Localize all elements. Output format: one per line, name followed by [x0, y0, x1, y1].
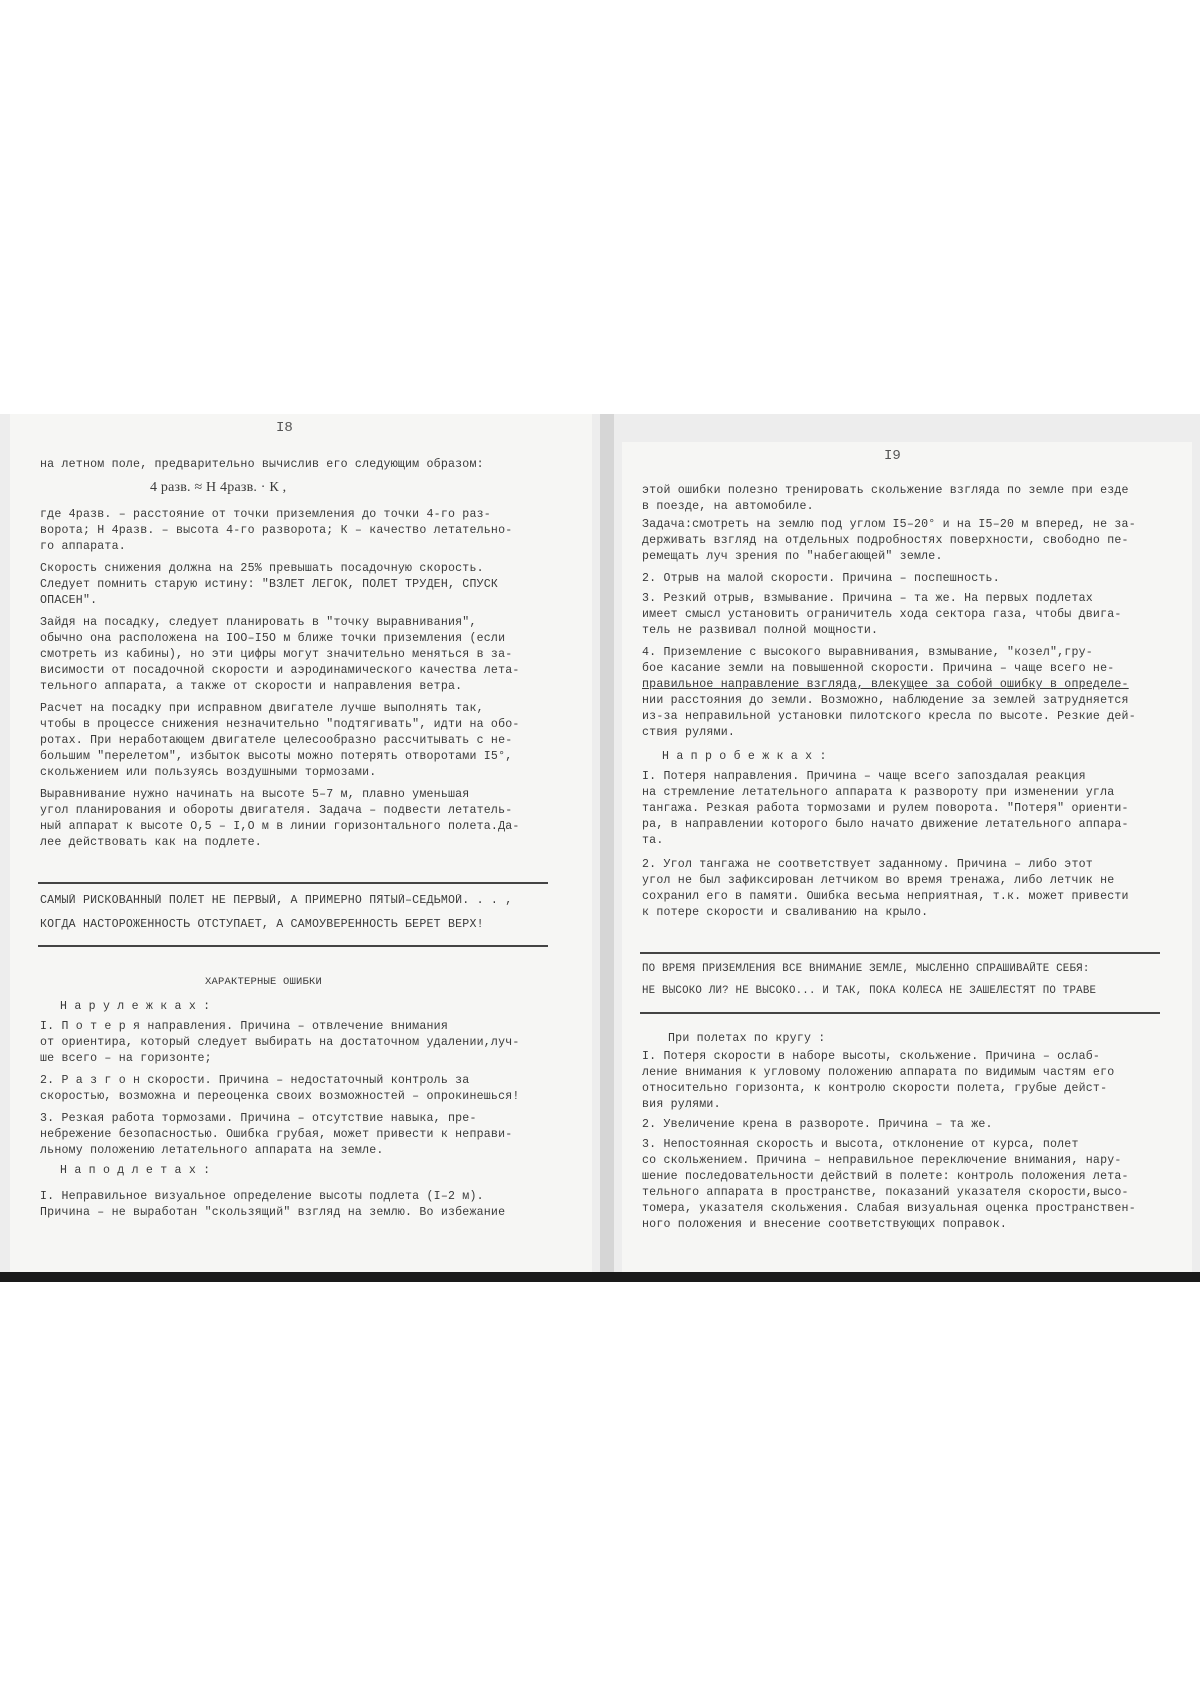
scan-bottom-shadow — [0, 1272, 1200, 1282]
right-line: правильное направление взгляда, влекущее за собой ошибку в определе- — [642, 678, 1129, 691]
right-line: 3. Непостоянная скорость и высота, отклонение от курса, полет — [642, 1138, 1079, 1151]
left-line: где 4разв. – расстояние от точки приземления до точки 4-го раз- — [40, 508, 491, 521]
left-line: Расчет на посадку при исправном двигателе лучше выполнять так, — [40, 702, 484, 715]
right-line: 2. Увеличение крена в развороте. Причина – та же. — [642, 1118, 993, 1131]
right-line: угол не был зафиксирован летчиком во время тренажа, либо летчик не — [642, 874, 1115, 887]
left-line: Выравнивание нужно начинать на высоте 5–7 м, плавно уменьшая — [40, 788, 470, 801]
right-line: 2. Отрыв на малой скорости. Причина – поспешность. — [642, 572, 1000, 585]
right-line: на стремление летательного аппарата к развороту при изменении угла — [642, 786, 1115, 799]
subsection-heading: Н а п о д л е т а х : — [60, 1164, 211, 1177]
right-line: этой ошибки полезно тренировать скольжение взгляда по земле при езде — [642, 484, 1129, 497]
left-line: Скорость снижения должна на 25% превышать посадочную скорость. — [40, 562, 484, 575]
right-line: ра, в направлении которого было начато движение летательного аппара- — [642, 818, 1129, 831]
right-line: 3. Резкий отрыв, взмывание. Причина – та же. На первых подлетах — [642, 592, 1093, 605]
left-line: чтобы в процессе снижения незначительно "подтягивать", идти на обо- — [40, 718, 520, 731]
left-callout-line: КОГДА НАСТОРОЖЕННОСТЬ ОТСТУПАЕТ, А САМОУВЕРЕННОСТЬ БЕРЕТ ВЕРХ! — [40, 918, 484, 931]
right-line: I. Потеря направления. Причина – чаще всего запоздалая реакция — [642, 770, 1086, 783]
right-line: томера, указателя скольжения. Слабая визуальная оценка пространствен- — [642, 1202, 1136, 1215]
right-line: относительно горизонта, к контролю скорости полета, грубые дейст- — [642, 1082, 1108, 1095]
left-page-number: I8 — [276, 420, 293, 436]
right-callout-bottom-rule — [640, 1012, 1160, 1014]
right-line: ного положения и внесение соответствующих поправок. — [642, 1218, 1008, 1231]
left-formula: 4 разв. ≈ Н 4разв. · К , — [150, 481, 287, 495]
left-callout-bottom-rule — [38, 945, 548, 947]
left-line: льному положению летательного аппарата на земле. — [40, 1144, 384, 1157]
right-line: 2. Угол тангажа не соответствует заданному. Причина – либо этот — [642, 858, 1093, 871]
right-line: ление внимания к угловому положению аппарата по видимым частям его — [642, 1066, 1115, 1079]
right-line: 4. Приземление с высокого выравнивания, взмывание, "козел",гру- — [642, 646, 1093, 659]
left-line: смотреть из кабины), но эти цифры могут значительно меняться в за- — [40, 648, 513, 661]
right-line: ствия рулями. — [642, 726, 736, 739]
right-line: со скольжением. Причина – неправильное переключение внимания, нару- — [642, 1154, 1122, 1167]
right-line: в поезде, на автомобиле. — [642, 500, 814, 513]
right-page-number: I9 — [884, 448, 901, 464]
right-line: имеет смысл установить ограничитель хода сектора газа, чтобы двига- — [642, 608, 1122, 621]
left-line: скоростью, возможна и переоценка своих возможностей – опрокинешься! — [40, 1090, 520, 1103]
left-line: 2. Р а з г о н скорости. Причина – недостаточный контроль за — [40, 1074, 470, 1087]
right-line: из-за неправильной установки пилотского кресла по высоте. Резкие дей- — [642, 710, 1136, 723]
right-callout-top-rule — [640, 952, 1160, 954]
right-line: Задача:смотреть на землю под углом I5–20° и на I5–20 м вперед, не за- — [642, 518, 1136, 531]
page-gutter — [600, 414, 614, 1272]
left-line: ротах. При неработающем двигателе целесообразно рассчитывать с не- — [40, 734, 513, 747]
right-callout-line: НЕ ВЫСОКО ЛИ? НЕ ВЫСОКО... И ТАК, ПОКА КОЛЕСА НЕ ЗАШЕЛЕСТЯТ ПО ТРАВЕ — [642, 985, 1097, 997]
left-line: большим "перелетом", избыток высоты можно потерять отворотами I5°, — [40, 750, 513, 763]
left-line: ный аппарат к высоте О,5 – I,О м в линии горизонтального полета.Да- — [40, 820, 520, 833]
left-line: ворота; Н 4разв. – высота 4-го разворота; К – качество летательно- — [40, 524, 513, 537]
left-line: Зайдя на посадку, следует планировать в "точку выравнивания", — [40, 616, 477, 629]
left-line: Следует помнить старую истину: "ВЗЛЕТ ЛЕГОК, ПОЛЕТ ТРУДЕН, СПУСК — [40, 578, 499, 591]
blank-top-area — [0, 0, 1200, 414]
right-line: I. Потеря скорости в наборе высоты, скольжение. Причина – ослаб- — [642, 1050, 1101, 1063]
right-line: сохранил его в памяти. Ошибка весьма неприятная, т.к. может привести — [642, 890, 1129, 903]
left-callout-line: САМЫЙ РИСКОВАННЫЙ ПОЛЕТ НЕ ПЕРВЫЙ, А ПРИМЕРНО ПЯТЫЙ–СЕДЬМОЙ. . . , — [40, 894, 513, 907]
left-line: ОПАСЕН". — [40, 594, 98, 607]
left-line: тельного аппарата, а также от скорости и направления ветра. — [40, 680, 463, 693]
section-title: ХАРАКТЕРНЫЕ ОШИБКИ — [205, 976, 323, 988]
right-line: ремещать луч зрения по "набегающей" земле. — [642, 550, 943, 563]
right-callout-line: ПО ВРЕМЯ ПРИЗЕМЛЕНИЯ ВСЕ ВНИМАНИЕ ЗЕМЛЕ, МЫСЛЕННО СПРАШИВАЙТЕ СЕБЯ: — [642, 963, 1090, 975]
right-line: бое касание земли на повышенной скорости. Причина – чаще всего не- — [642, 662, 1115, 675]
left-line: на летном поле, предварительно вычислив его следующим образом: — [40, 458, 484, 471]
left-line: лее действовать как на подлете. — [40, 836, 262, 849]
subsection-heading: Н а р у л е ж к а х : — [60, 1000, 211, 1013]
left-line: Причина – не выработан "скользящий" взгляд на землю. Во избежание — [40, 1206, 506, 1219]
right-line: та. — [642, 834, 664, 847]
right-line: тельного аппарата в пространстве, показаний указателя скорости,высо- — [642, 1186, 1129, 1199]
right-line: к потере скорости и сваливанию на крыло. — [642, 906, 929, 919]
left-line: I. Неправильное визуальное определение высоты подлета (I–2 м). — [40, 1190, 484, 1203]
subsection-heading: Н а п р о б е ж к а х : — [662, 750, 827, 763]
left-callout-top-rule — [38, 882, 548, 884]
right-line: шение последовательности действий в полете: контроль положения лета- — [642, 1170, 1129, 1183]
right-line: нии расстояния до земли. Возможно, наблюдение за землей затрудняется — [642, 694, 1129, 707]
right-line: держивать взгляд на отдельных подробностях поверхности, свободно пе- — [642, 534, 1129, 547]
left-line: висимости от посадочной скорости и аэродинамического качества лета- — [40, 664, 520, 677]
right-line: вия рулями. — [642, 1098, 721, 1111]
left-line: 3. Резкая работа тормозами. Причина – отсутствие навыка, пре- — [40, 1112, 477, 1125]
left-line: небрежение безопасностью. Ошибка грубая, может привести к неправи- — [40, 1128, 513, 1141]
left-line: I. П о т е р я направления. Причина – отвлечение внимания — [40, 1020, 448, 1033]
right-line: тель не развивал полной мощности. — [642, 624, 879, 637]
left-line: ше всего – на горизонте; — [40, 1052, 212, 1065]
left-line: угол планирования и обороты двигателя. Задача – подвести летатель- — [40, 804, 513, 817]
left-line: от ориентира, который следует выбирать на достаточном удалении,луч- — [40, 1036, 520, 1049]
left-line: обычно она расположена на IOO–I5O м ближе точки приземления (если — [40, 632, 506, 645]
left-line: скольжением или пользуясь воздушными тормозами. — [40, 766, 377, 779]
subsection-heading: При полетах по кругу : — [668, 1032, 826, 1045]
right-line: тангажа. Резкая работа тормозами и рулем поворота. "Потеря" ориенти- — [642, 802, 1129, 815]
left-line: го аппарата. — [40, 540, 126, 553]
